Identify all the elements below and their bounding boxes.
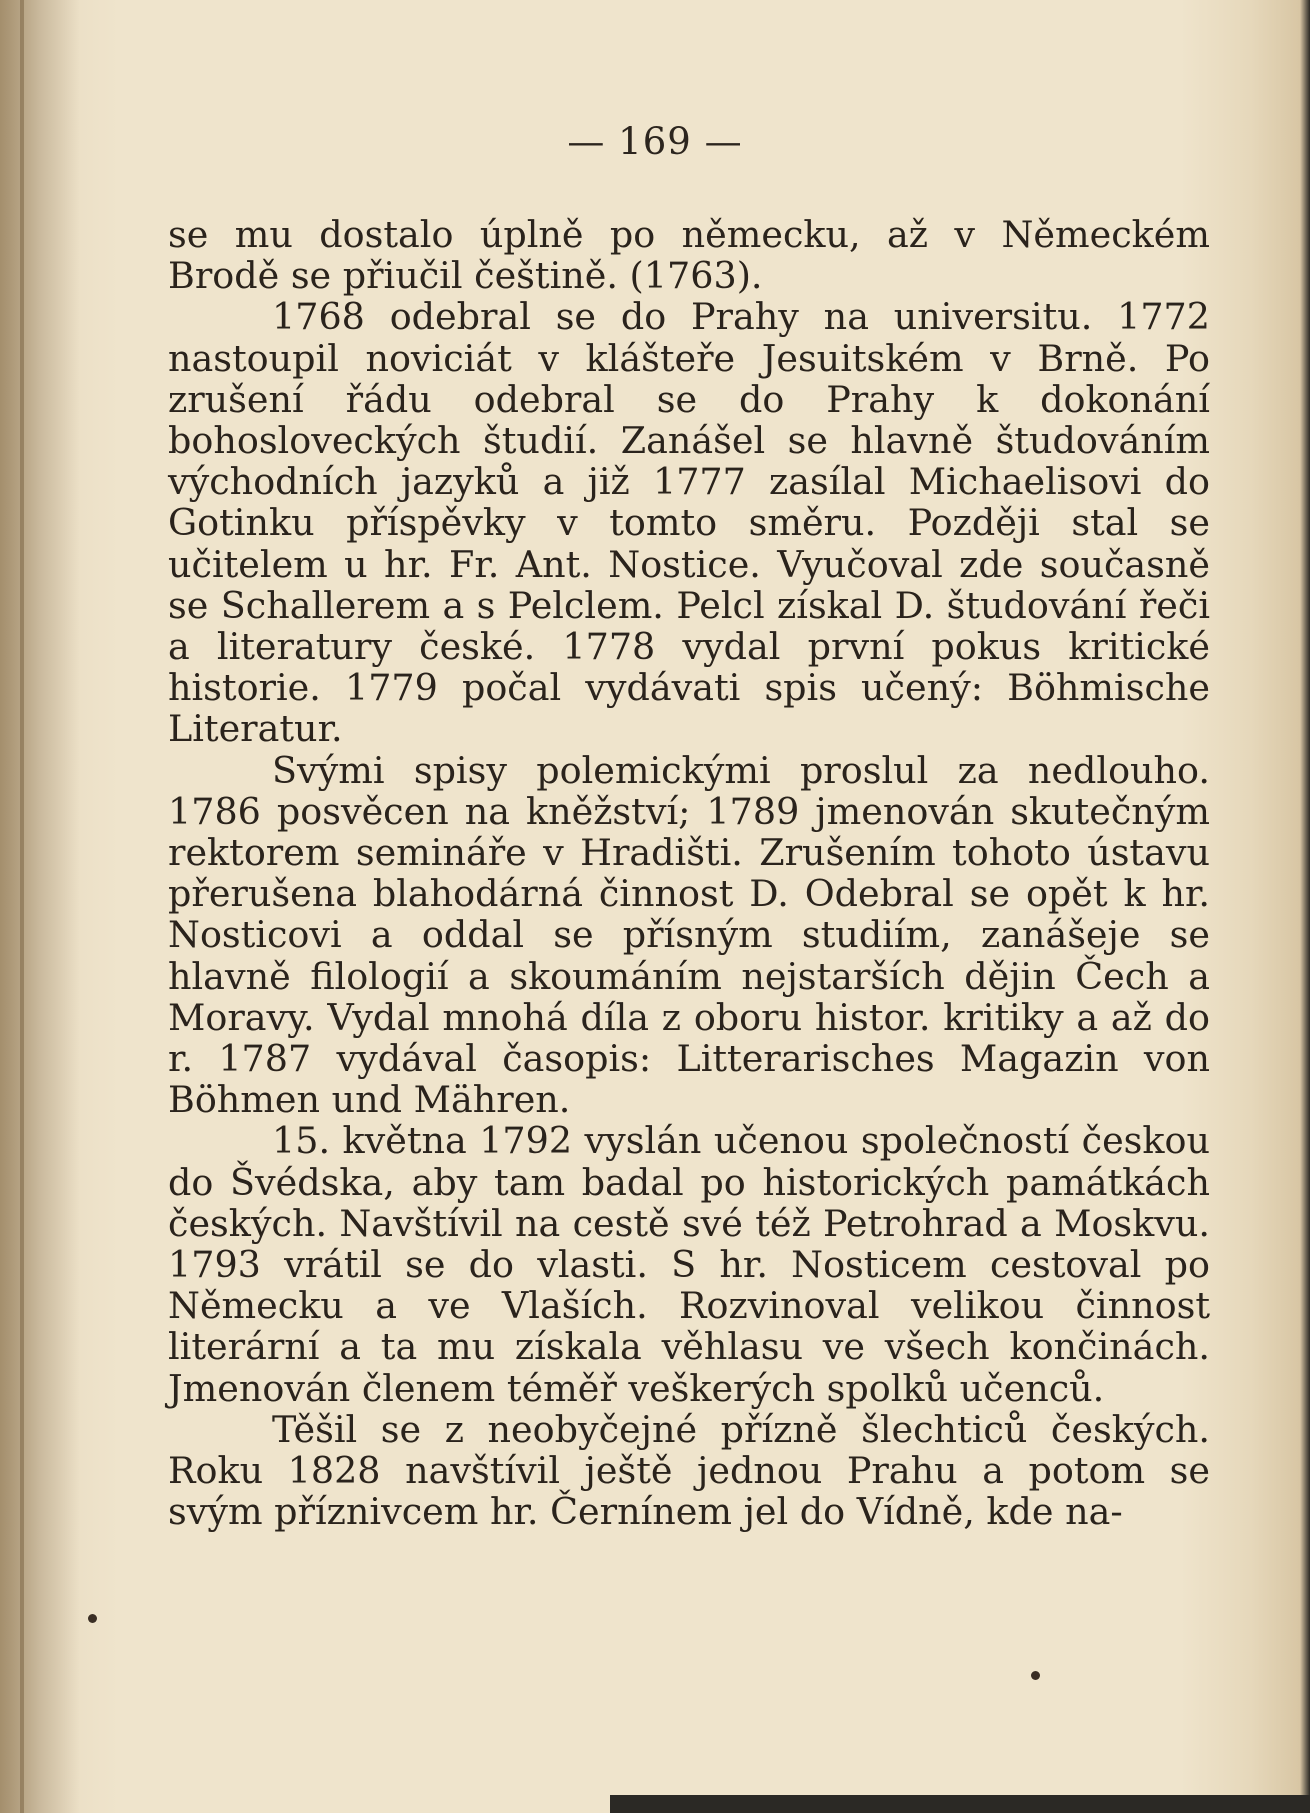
spine-edge (20, 0, 24, 1813)
page-bottom-edge (610, 1795, 1310, 1813)
ink-speck (1031, 1671, 1040, 1680)
paragraph: se mu dostalo úplně po německu, až v Německém Brodě se přiučil češtině. (1763). (168, 213, 1210, 298)
paragraph: Svými spisy polemickými proslul za nedlouho. 1786 posvěcen na kněžství; 1789 jmenován skutečným rektorem semináře v Hradišti. Zrušením tohoto ústavu přerušena blahodárná činnost D. Odebral se opět k hr. Nosticovi a oddal se přísným studiím, zanášeje se hlavně filologií a skoumáním nejstarších dějin Čech a Moravy. Vydal mnohá díla z oboru histor. kritiky a až do r. 1787 vydával časopis: Litterarisches Magazin von Böhmen und Mähren. (168, 748, 1210, 1122)
page-number: — 169 — (567, 120, 743, 163)
body-text (168, 214, 1210, 1533)
binding-shadow (0, 0, 80, 1813)
paragraph: 15. května 1792 vyslán učenou společností českou do Švédska, aby tam badal po historických památkách českých. Navštívil na cestě své též Petrohrad a Moskvu. 1793 vrátil se do vlasti. S hr. Nosticem cestoval po Německu a ve Vlaších. Rozvinoval velikou činnost literární a ta mu získala věhlasu ve všech končinách. Jmenován členem téměř veškerých spolků učenců. (168, 1119, 1210, 1410)
ink-speck (88, 1614, 97, 1623)
paragraph: Těšil se z neobyčejné přízně šlechticů českých. Roku 1828 navštívil ještě jednou Prahu a potom se svým příznivcem hr. Černínem jel do Vídně, kde na- (168, 1407, 1210, 1534)
paragraph: 1768 odebral se do Prahy na universitu. 1772 nastoupil noviciát v klášteře Jesuitském v Brně. Po zrušení řádu odebral se do Prahy k dokonání bohosloveckých študií. Zanášel se hlavně študováním východních jazyků a již 1777 zasílal Michaelisovi do Gotinku příspěvky v tomto směru. Později stal se učitelem u hr. Fr. Ant. Nostice. Vyučoval zde současně se Schallerem a s Pelclem. Pelcl získal D. študování řeči a literatury české. 1778 vydal první pokus kritické historie. 1779 počal vydávati spis učený: Böhmische Literatur. (168, 295, 1210, 751)
